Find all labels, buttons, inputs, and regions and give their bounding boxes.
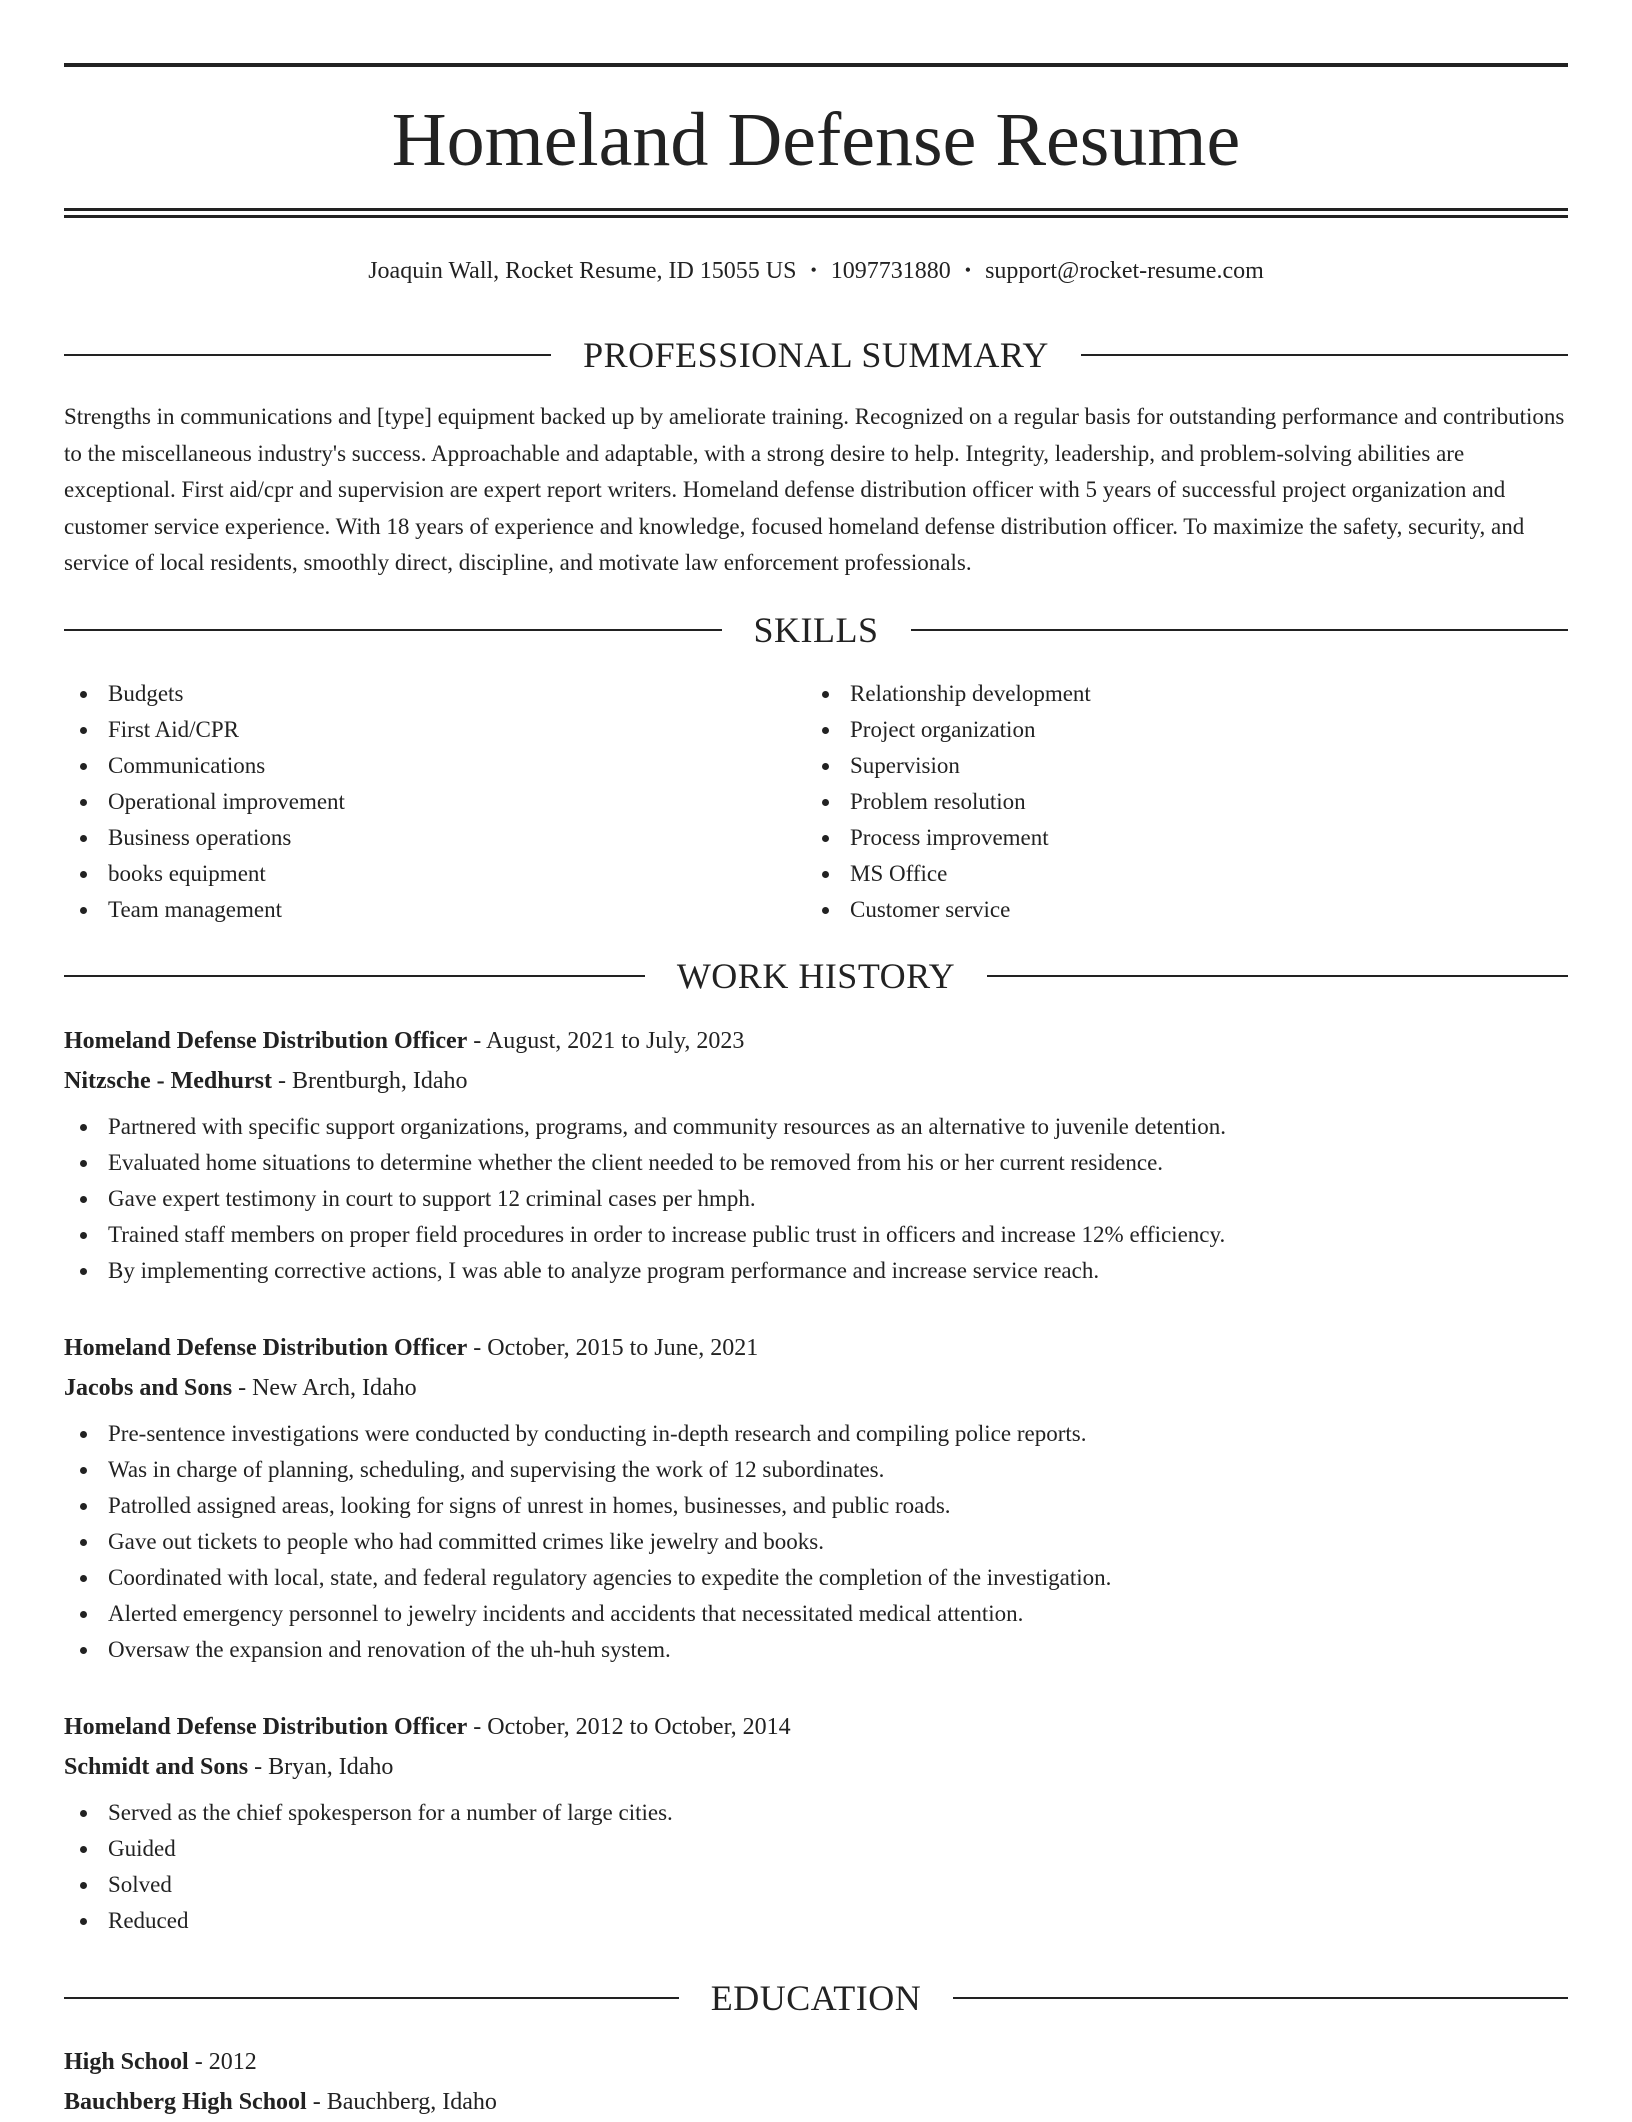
job-company: Nitzsche - Medhurst xyxy=(64,1068,272,1094)
job-company-line xyxy=(64,1747,1568,1787)
education-location: - Bauchberg, Idaho xyxy=(306,2089,497,2115)
summary-text: Strengths in communications and [type] equipment backed up by ameliorate training. Recognized on a regular basis for outstanding performance and contributions to the miscellaneous industry's success. Approachable and adaptable, with a strong desire to help. Integrity, leadership, and problem-solving abilities are exceptional. First aid/cpr and supervision are expert report writers. Homeland defense distribution officer with 5 years of successful project organization and customer service experience. With 18 years of experience and knowledge, focused homeland defense distribution officer. To maximize the safety, security, and service of local residents, smoothly direct, discipline, and motivate law enforcement professionals. xyxy=(64,404,1565,575)
skill-item: Budgets xyxy=(64,676,764,712)
title-double-rule xyxy=(64,208,1568,218)
skill-item: Communications xyxy=(64,748,764,784)
skill-item: First Aid/CPR xyxy=(64,712,764,748)
heading-rule-left xyxy=(64,1997,679,1999)
job-bullets xyxy=(64,1416,1568,1668)
job-entry xyxy=(64,1021,1568,1289)
section-title: PROFESSIONAL SUMMARY xyxy=(583,335,1049,375)
job-bullet: Solved xyxy=(64,1867,1568,1903)
section-heading-summary xyxy=(64,333,1568,377)
skill-item: MS Office xyxy=(806,856,1506,892)
contact-separator: • xyxy=(810,260,817,280)
section-heading-education xyxy=(64,1976,1568,2020)
section-title: WORK HISTORY xyxy=(676,956,956,996)
education-school-line xyxy=(64,2082,1568,2122)
resume-title: Homeland Defense Resume xyxy=(391,98,1241,182)
skill-item: Business operations xyxy=(64,820,764,856)
job-bullet: Gave expert testimony in court to support 12 criminal cases per hmph. xyxy=(64,1181,1568,1217)
job-title: Homeland Defense Distribution Officer xyxy=(64,1335,468,1361)
job-bullet: Coordinated with local, state, and federal regulatory agencies to expedite the completion of the investigation. xyxy=(64,1560,1568,1596)
skill-item: Supervision xyxy=(806,748,1506,784)
heading-rule-left xyxy=(64,629,722,631)
job-dates: - August, 2021 to July, 2023 xyxy=(467,1028,745,1054)
skill-item: Problem resolution xyxy=(806,784,1506,820)
job-company-line xyxy=(64,1368,1568,1408)
job-bullet: Alerted emergency personnel to jewelry incidents and accidents that necessitated medical attention. xyxy=(64,1596,1568,1632)
education-school: Bauchberg High School xyxy=(64,2089,307,2115)
section-title: EDUCATION xyxy=(710,1978,922,2018)
job-location: - New Arch, Idaho xyxy=(232,1375,417,1401)
job-title-line xyxy=(64,1021,1568,1061)
skills-list-left xyxy=(64,676,764,928)
heading-rule-left xyxy=(64,354,551,356)
job-bullets xyxy=(64,1795,1568,1939)
job-bullets xyxy=(64,1109,1568,1289)
job-bullet: Pre-sentence investigations were conducted by conducting in-depth research and compiling police reports. xyxy=(64,1416,1568,1452)
skills-list-right xyxy=(806,676,1506,928)
job-entry xyxy=(64,1328,1568,1668)
skill-item: Customer service xyxy=(806,892,1506,928)
job-title-line xyxy=(64,1328,1568,1368)
heading-rule-right xyxy=(1081,354,1568,356)
skill-item: Relationship development xyxy=(806,676,1506,712)
education-year: - 2012 xyxy=(188,2049,257,2075)
section-title: SKILLS xyxy=(753,610,879,650)
job-bullet: Partnered with specific support organizations, programs, and community resources as an alternative to juvenile detention. xyxy=(64,1109,1568,1145)
section-heading-work-history xyxy=(64,954,1568,998)
heading-rule-right xyxy=(987,975,1568,977)
job-bullet: Reduced xyxy=(64,1903,1568,1939)
job-bullet: Guided xyxy=(64,1831,1568,1867)
job-bullet: Patrolled assigned areas, looking for signs of unrest in homes, businesses, and public roads. xyxy=(64,1488,1568,1524)
heading-rule-right xyxy=(953,1997,1568,1999)
heading-rule-left xyxy=(64,975,645,977)
job-dates: - October, 2012 to October, 2014 xyxy=(467,1714,791,1740)
job-dates: - October, 2015 to June, 2021 xyxy=(467,1335,759,1361)
job-location: - Brentburgh, Idaho xyxy=(271,1068,468,1094)
contact-line xyxy=(64,254,1568,287)
job-entry xyxy=(64,1707,1568,1939)
job-location: - Bryan, Idaho xyxy=(248,1754,394,1780)
contact-phone: 1097731880 xyxy=(830,258,951,284)
top-rule xyxy=(64,63,1568,67)
job-bullet: By implementing corrective actions, I was able to analyze program performance and increase service reach. xyxy=(64,1253,1568,1289)
skill-item: Team management xyxy=(64,892,764,928)
education-entry xyxy=(64,2042,1568,2122)
job-title: Homeland Defense Distribution Officer xyxy=(64,1028,468,1054)
job-company: Jacobs and Sons xyxy=(64,1375,233,1401)
section-heading-skills xyxy=(64,608,1568,652)
education-degree-line xyxy=(64,2042,1568,2082)
education-degree: High School xyxy=(64,2049,189,2075)
skill-item: Project organization xyxy=(806,712,1506,748)
skill-item: Operational improvement xyxy=(64,784,764,820)
job-bullet: Trained staff members on proper field procedures in order to increase public trust in officers and increase 12% efficiency. xyxy=(64,1217,1568,1253)
job-bullet: Was in charge of planning, scheduling, and supervising the work of 12 subordinates. xyxy=(64,1452,1568,1488)
job-bullet: Oversaw the expansion and renovation of the uh-huh system. xyxy=(64,1632,1568,1668)
contact-separator: • xyxy=(964,260,972,280)
contact-email: support@rocket-resume.com xyxy=(985,258,1264,284)
job-bullet: Evaluated home situations to determine whether the client needed to be removed from his or her current residence. xyxy=(64,1145,1568,1181)
job-company: Schmidt and Sons xyxy=(64,1754,249,1780)
job-title: Homeland Defense Distribution Officer xyxy=(64,1714,468,1740)
job-bullet: Gave out tickets to people who had committed crimes like jewelry and books. xyxy=(64,1524,1568,1560)
contact-address: Joaquin Wall, Rocket Resume, ID 15055 US xyxy=(368,258,797,284)
heading-rule-right xyxy=(911,629,1569,631)
job-company-line xyxy=(64,1061,1568,1101)
job-title-line xyxy=(64,1707,1568,1747)
skill-item: Process improvement xyxy=(806,820,1506,856)
job-bullet: Served as the chief spokesperson for a number of large cities. xyxy=(64,1795,1568,1831)
skill-item: books equipment xyxy=(64,856,764,892)
